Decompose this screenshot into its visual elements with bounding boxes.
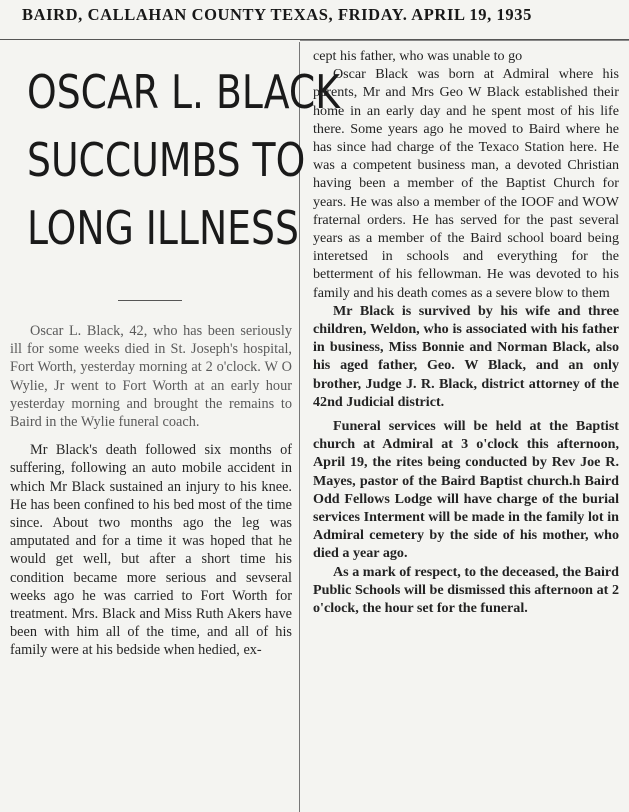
masthead: BAIRD, CALLAHAN COUNTY TEXAS, FRIDAY. APRIL 19, 1935: [0, 0, 629, 40]
article-paragraph-4: Mr Black is survived by his wife and three children, Weldon, who is associated with his father in business, Miss Bonnie and Norman Black, also his aged father, Geo. W Black, and an only brother, Judge J. R. Black, district attorney of the 42nd Judicial district.: [313, 302, 619, 410]
article-paragraph-6: As a mark of respect, to the deceased, the Baird Public Schools will be dismissed this afternoon at 2 o'clock, the hour set for the funeral.: [313, 563, 619, 617]
headline-line-2: SUCCUMBS TO: [27, 133, 306, 187]
article-paragraph-1: Oscar L. Black, 42, who has been seriously ill for some weeks died in St. Joseph's hospital, Fort Worth, yesterday morning at 2 o'clock. W O Wylie, Jr went to Fort Worth at an early hour yesterday morning and brought the remains to Baird in the Wylie funeral coach.: [10, 323, 292, 431]
headline-line-3: LONG ILLNESS: [27, 201, 299, 255]
left-column: [0, 42, 340, 812]
headline-rule: [118, 300, 182, 301]
article-body-right: [313, 47, 619, 617]
article-paragraph-5: Funeral services will be held at the Baptist church at Admiral at 3 o'clock this afternoon, April 19, the rites being conducted by Rev Joe R. Mayes, pastor of the Baird Baptist church.h Baird Odd Fellows Lodge will have charge of the burial services Interment will be made in the family lot in Admiral cemetery by the side of his mother, who died a year ago.: [313, 418, 619, 562]
article-body-left: [10, 322, 292, 660]
column-divider-top: [300, 40, 629, 41]
article-paragraph-3: Oscar Black was born at Admiral where his parents, Mr and Mrs Geo W Black established their home in an early day and he spent most of his life there. Some years ago he moved to Baird where he has since had charge of the Texaco Station here. He was a competent business man, a devoted Christian having been a member of the Baptist Church for years. He was also a member of the IOOF and WOW fraternal orders. He has served for the past several years as a member of the Baird school board being interetsed in schools and everything for the betterment of his fellowman. He was devoted to his family and his death comes as a severe blow to them: [313, 66, 619, 301]
article-paragraph-2: Mr Black's death followed six months of suffering, following an auto mobile accident in which Mr Black sustained an injury to his knee. He has been confined to his bed most of the time since. About two months ago the leg was amputated and for a time it was hoped that he would get well, but after a short time his condition became more serious and sevseral weeks ago he was carried to Fort Worth for treatment. Mrs. Black and Miss Ruth Akers have been with him all of the time, and all of his family were at his bedside when hedied, ex-: [10, 442, 292, 659]
right-column: [301, 42, 629, 812]
article-paragraph-2-continued: cept his father, who was unable to go: [313, 48, 523, 64]
headline-line-1: OSCAR L. BLACK: [27, 65, 340, 119]
headline: [27, 58, 340, 262]
